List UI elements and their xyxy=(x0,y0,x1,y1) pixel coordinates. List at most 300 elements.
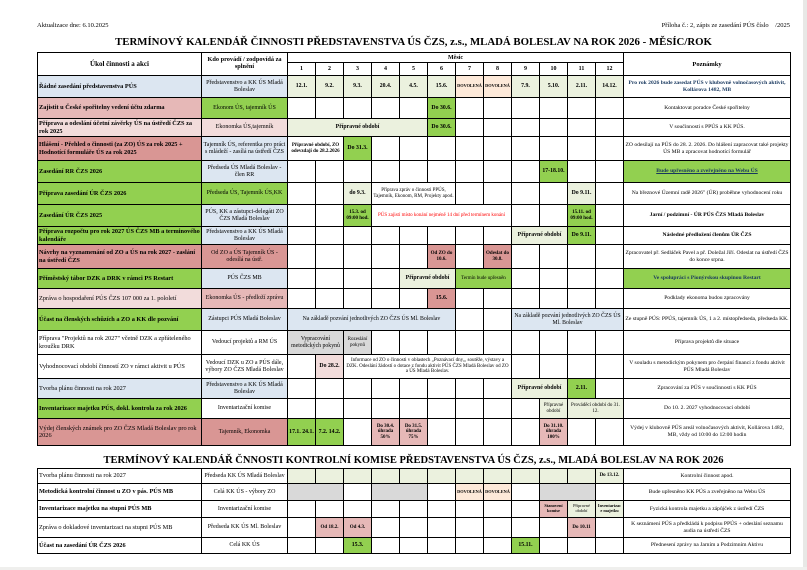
pus-calendar-title: TERMÍNOVÝ KALENDÁŘ ČINNOSTI PŘEDSTAVENSTVA ÚS ČZS, z.s., MLADÁ BOLESLAV NA ROK 2026 - MĚSÍC/ROK xyxy=(115,36,712,48)
month-cell xyxy=(456,419,484,446)
month-cell xyxy=(456,379,484,399)
month-cell xyxy=(372,245,400,269)
month-cell xyxy=(540,518,568,538)
month-cell xyxy=(540,484,596,501)
who-cell: Tajemník, Ekonomka xyxy=(202,419,288,446)
task-cell: Příprava a odeslání účetní závěrky ÚS na ústředí ČZS za rok 2025 xyxy=(38,119,202,137)
month-cell xyxy=(596,137,624,161)
month-cell: Od 18.2. xyxy=(316,518,344,538)
month-cell xyxy=(428,469,456,484)
month-number: 6 xyxy=(428,63,456,76)
month-cell: DOVOLENÁ xyxy=(456,484,484,501)
month-cell xyxy=(288,227,316,245)
month-cell xyxy=(428,419,456,446)
month-cell xyxy=(428,331,456,355)
month-cell: DOVOLENÁ xyxy=(484,76,512,98)
note-cell: Kontrolní činnost apod. xyxy=(624,469,791,484)
month-cell xyxy=(400,501,428,518)
note-cell: Bude upřesněno KK PÚS a zveřejněno na Webu ÚS xyxy=(624,484,791,501)
month-cell xyxy=(316,161,344,183)
month-cell xyxy=(484,331,512,355)
month-cell xyxy=(288,379,316,399)
month-cell xyxy=(372,538,400,554)
month-cell xyxy=(316,289,344,309)
who-cell: Ekonomka ÚS,tajemník xyxy=(202,119,288,137)
who-cell: Předseda ÚS Mladá Boleslav - člen RR xyxy=(202,161,288,183)
month-cell xyxy=(288,399,316,419)
month-cell xyxy=(456,119,484,137)
month-cell xyxy=(288,469,316,484)
month-cell xyxy=(512,484,540,501)
month-cell xyxy=(456,309,484,331)
month-cell xyxy=(288,98,316,119)
month-cell: Na základě pozvání jednotlivých ZO ČZS ÚS Ml. Boleslav xyxy=(512,309,624,331)
note-cell: Bude upřesněno a zveřejněno na Webu ÚS xyxy=(624,161,791,183)
month-cell: Do 31.5. úhrada 75% xyxy=(400,419,428,446)
month-cell xyxy=(428,137,456,161)
month-cell: 15.11. xyxy=(512,538,540,554)
scan-edge-right xyxy=(803,0,807,570)
task-cell: Vyhodnocovací období činností ZO v rámci aktivit u PÚS xyxy=(38,355,202,379)
note-cell: Výdej v klubovně PÚS areál volnočasových aktivit, Kollárova 1482, MB, vždy od 10:00 do 12:00 hodin xyxy=(624,419,791,446)
who-cell: Předseda KK ÚS Ml. Boleslav xyxy=(202,518,288,538)
note-cell: V souladu s metodickým pokynem pro čerpání financí z fondu aktivit PÚS Mladá Boleslav xyxy=(624,355,791,379)
month-cell xyxy=(596,227,624,245)
month-cell xyxy=(568,469,596,484)
who-cell: Předseda KK ÚS Mladá Boleslav xyxy=(202,469,288,484)
task-cell: Zasedání ÚR ČZS 2025 xyxy=(38,205,202,227)
month-number: 12 xyxy=(596,63,624,76)
table-row xyxy=(38,355,791,379)
month-cell xyxy=(484,161,512,183)
month-cell xyxy=(568,119,596,137)
month-cell: Od 4.3. xyxy=(344,518,372,538)
note-cell: Podklady ekonoma budou zpracovány xyxy=(624,289,791,309)
month-cell xyxy=(372,501,400,518)
month-cell: 15.6. xyxy=(428,289,456,309)
task-cell: Výdej členských známek pro ZO ČZS Mladá Boleslav pro rok 2026 xyxy=(38,419,202,446)
month-cell xyxy=(456,98,484,119)
month-cell xyxy=(484,137,512,161)
month-cell xyxy=(568,355,596,379)
month-cell xyxy=(428,227,456,245)
table-row xyxy=(38,501,791,518)
month-cell xyxy=(372,137,400,161)
month-number: 11 xyxy=(568,63,596,76)
month-cell xyxy=(596,331,624,355)
month-cell: Do 30.6. xyxy=(428,119,456,137)
table-row xyxy=(38,245,791,269)
note-cell: Na březnové Územní radě 2026" (ÚR) proběhne vyhodnocení roku xyxy=(624,183,791,205)
month-cell xyxy=(428,379,456,399)
month-cell: Do 9.11. xyxy=(568,183,596,205)
month-cell xyxy=(596,119,624,137)
month-cell xyxy=(344,161,372,183)
month-cell xyxy=(372,331,400,355)
month-cell xyxy=(344,379,372,399)
who-cell: Představenstvo a KK ÚS Mladá Boleslav xyxy=(202,76,288,98)
month-cell: Prováděcí období do 31. 12. xyxy=(568,399,624,419)
month-cell xyxy=(456,501,484,518)
month-cell: Od ZO do 10.6. xyxy=(428,245,456,269)
month-cell xyxy=(456,518,484,538)
month-cell: DOVOLENÁ xyxy=(456,76,484,98)
month-cell: Vypracování metodických pokynů xyxy=(288,331,344,355)
month-cell xyxy=(484,119,512,137)
table-row xyxy=(38,331,791,355)
month-cell xyxy=(400,469,428,484)
month-cell xyxy=(540,538,568,554)
month-cell xyxy=(372,469,400,484)
month-cell: DOVOLENÁ xyxy=(484,484,512,501)
note-cell: K seznámení PÚS a předkládá k podpisu PPÚS + odeslání seznamu audia na ústředí ČZS xyxy=(624,518,791,538)
month-cell xyxy=(596,245,624,269)
task-cell: Zpráva o dokladové inventarizaci na stupni PÚS MB xyxy=(38,518,202,538)
month-cell: Do 31.10. úhrada 100% xyxy=(540,419,568,446)
month-cell xyxy=(400,331,428,355)
col-header-task: Úkol činnosti a akci xyxy=(38,53,202,76)
table-row xyxy=(38,205,791,227)
month-number: 7 xyxy=(456,63,484,76)
task-cell: Účast na členských schůzích a ZO a KK dle pozvání xyxy=(38,309,202,331)
month-cell: Přípravné období xyxy=(568,501,596,518)
task-cell: Metodická kontrolní činnost u ZO v pás. PÚS MB xyxy=(38,484,202,501)
month-cell xyxy=(288,183,316,205)
month-cell xyxy=(372,379,400,399)
task-cell: Tvorba plánu činnosti na rok 2027 xyxy=(38,469,202,484)
task-cell: Tvorba plánu činnosti na rok 2027 xyxy=(38,379,202,399)
who-cell: Představenstvo a KK ÚS Mladá Boleslav xyxy=(202,379,288,399)
month-cell: Do 30.6. xyxy=(428,98,456,119)
month-cell xyxy=(316,98,344,119)
month-cell: Inventarizace majetku xyxy=(596,501,624,518)
table-row xyxy=(38,76,791,98)
kk-calendar-title: TERMÍNOVÝ KALENDÁŘ ČNNOSTI KONTROLNÍ KOMISE PŘEDSTAVENSTVA ÚS ČZS, z.s., MLADÁ BOLESLAV NA ROK 2026 xyxy=(103,455,724,466)
month-cell xyxy=(344,501,372,518)
month-cell xyxy=(568,538,596,554)
table-row xyxy=(38,183,791,205)
month-cell xyxy=(512,98,540,119)
month-cell xyxy=(596,205,624,227)
month-cell xyxy=(512,399,540,419)
month-cell xyxy=(484,538,512,554)
month-cell: do 9.3. xyxy=(344,183,372,205)
month-cell xyxy=(540,137,568,161)
month-cell xyxy=(596,98,624,119)
kk-calendar-table xyxy=(37,468,791,554)
note-cell: Příprava projektů dle situace xyxy=(624,331,791,355)
month-cell xyxy=(372,98,400,119)
note-cell: Zpracování za PÚS v součinnosti s KK PÚS xyxy=(624,379,791,399)
month-number: 2 xyxy=(316,63,344,76)
month-cell: Do 13.12. xyxy=(596,469,624,484)
month-cell xyxy=(372,289,400,309)
month-cell xyxy=(512,518,540,538)
attachment-ref: Příloha č.: 2, zápis ze zasedání PÚS číslo /2025 xyxy=(661,22,790,29)
month-cell xyxy=(372,227,400,245)
table-row xyxy=(38,269,791,289)
who-cell: Vedoucí projektů a RM ÚS xyxy=(202,331,288,355)
table-row xyxy=(38,161,791,183)
month-cell: 15.3. od 09:00 hod. xyxy=(344,205,372,227)
task-cell: Inventarizace majetku PÚS, dokl. kontrola za rok 2026 xyxy=(38,399,202,419)
month-cell xyxy=(344,269,372,289)
month-cell xyxy=(596,355,624,379)
month-cell: 14.12. xyxy=(596,76,624,98)
updated-date: Aktualizace dne: 6.10.2025 xyxy=(37,22,109,29)
month-cell xyxy=(344,98,372,119)
month-cell xyxy=(344,469,372,484)
month-cell xyxy=(400,98,428,119)
task-cell: Zasedání RR ČZS 2026 xyxy=(38,161,202,183)
month-cell xyxy=(568,137,596,161)
note-cell: Následné předložení členům ÚR ČZS xyxy=(624,227,791,245)
month-cell xyxy=(344,289,372,309)
month-cell xyxy=(596,269,624,289)
month-cell: Příprava zpráv o činnosti PPÚS, Tajemník, Ekonom, RM, Projekty apod. xyxy=(372,183,456,205)
month-cell xyxy=(512,469,540,484)
task-cell: Příměstský tábor DZK a DRK v rámci PS Restart xyxy=(38,269,202,289)
month-cell xyxy=(484,227,512,245)
table-row xyxy=(38,419,791,446)
month-cell xyxy=(288,484,344,501)
month-cell xyxy=(316,469,344,484)
month-cell xyxy=(540,331,568,355)
month-number: 8 xyxy=(484,63,512,76)
task-cell: Zajistit u České spořitelny vedení účtu zdarma xyxy=(38,98,202,119)
who-cell: Celá KK ÚS - výbory ZO xyxy=(202,484,288,501)
who-cell: Zástupci PÚS Mladá Boleslav xyxy=(202,309,288,331)
month-cell xyxy=(540,269,568,289)
table-row xyxy=(38,137,791,161)
month-cell xyxy=(484,98,512,119)
month-cell xyxy=(540,183,568,205)
month-cell xyxy=(456,399,484,419)
month-cell xyxy=(512,289,540,309)
month-cell: Do 31.3. xyxy=(344,137,372,161)
month-cell xyxy=(372,399,400,419)
month-cell: 15.11. od 09:00 hod. xyxy=(568,205,596,227)
month-cell xyxy=(568,289,596,309)
note-cell: Zpracovatel př. Sedláček Pavel a př. Doležal Jiří. Odeslat na ústředí ČZS do konce srpna. xyxy=(624,245,791,269)
month-number: 4 xyxy=(372,63,400,76)
month-cell xyxy=(540,245,568,269)
month-cell xyxy=(512,205,540,227)
month-cell xyxy=(512,119,540,137)
month-cell xyxy=(400,137,428,161)
month-cell: Přípravné období xyxy=(512,227,568,245)
month-cell: Do 10.11 xyxy=(568,518,596,538)
pus-calendar-table xyxy=(37,52,791,446)
month-cell xyxy=(316,183,344,205)
month-cell: 9.3. xyxy=(344,76,372,98)
month-cell xyxy=(288,501,316,518)
task-cell: Příprava "Projektů na rok 2027" včetně DZK a zpřáteleného kroužku DRK xyxy=(38,331,202,355)
month-cell xyxy=(288,269,316,289)
month-cell: 2.11. xyxy=(568,76,596,98)
month-cell xyxy=(512,161,540,183)
month-cell xyxy=(540,355,568,379)
month-cell: 20.4. xyxy=(372,76,400,98)
note-cell: Fyzická kontrola majetku a zápůjček z ústředí ČZS xyxy=(624,501,791,518)
month-cell xyxy=(540,289,568,309)
month-number: 10 xyxy=(540,63,568,76)
table-row xyxy=(38,309,791,331)
month-cell xyxy=(484,183,512,205)
who-cell: PÚS, KK a zástupci-delegáti ZO ČZS Mladá Boleslav xyxy=(202,205,288,227)
month-cell xyxy=(344,484,372,501)
month-cell xyxy=(484,309,512,331)
month-cell xyxy=(540,119,568,137)
month-cell xyxy=(456,289,484,309)
month-cell xyxy=(512,419,540,446)
month-cell: Na základě pozvání jednotlivých ZO ČZS ÚS Ml. Boleslav xyxy=(288,309,456,331)
month-cell xyxy=(456,469,484,484)
col-header-month: Měsíc xyxy=(288,53,624,63)
note-cell: Do 10. 2. 2027 vyhodnocovací období xyxy=(624,399,791,419)
month-cell xyxy=(456,245,484,269)
month-cell: 17-18.10. xyxy=(540,161,568,183)
month-cell xyxy=(456,137,484,161)
topbar xyxy=(0,0,807,29)
month-cell xyxy=(484,379,512,399)
month-cell xyxy=(428,518,456,538)
month-cell xyxy=(512,183,540,205)
table-row xyxy=(38,399,791,419)
task-cell: Příprava zasedání ÚR ČZS 2026 xyxy=(38,183,202,205)
month-cell xyxy=(400,289,428,309)
note-cell: Kontaktovat poradce České spořitelny xyxy=(624,98,791,119)
month-cell: Přípravné období xyxy=(288,119,428,137)
note-cell: Ze stupně PÚS: PPÚS, tajemník ÚS, 1 a 2. místopředseda, předseda KK. xyxy=(624,309,791,331)
month-cell xyxy=(484,518,512,538)
month-number: 5 xyxy=(400,63,428,76)
month-cell: 12.1. xyxy=(288,76,316,98)
month-cell: Informace od ZO o činnosti v oblastech „Poznávací dny,„ soutěže, výstavy a DZK. Odeslání žádostí o dotace z fondu aktivit PÚS ČZS Mladá Boleslav od ZO a ÚS Mladá Boleslav. xyxy=(344,355,512,379)
month-cell xyxy=(596,379,624,399)
task-cell: Návrhy na vyznamenání od ZO a ÚS na rok 2027 - zaslání na ústředí ČZS xyxy=(38,245,202,269)
who-cell: Vedoucí DZK u ZO a PÚS dále, výbory ZO ČZS Mladá Boleslav xyxy=(202,355,288,379)
month-cell: Přípravné období, ZO odevzdají do 28.2.2026 xyxy=(288,137,344,161)
month-cell xyxy=(344,399,372,419)
month-cell xyxy=(456,331,484,355)
month-cell xyxy=(288,289,316,309)
month-cell xyxy=(400,518,428,538)
month-cell xyxy=(512,331,540,355)
month-cell xyxy=(596,484,624,501)
month-cell xyxy=(372,484,428,501)
month-cell xyxy=(316,227,344,245)
month-cell: 7.2. 14.2. xyxy=(316,419,344,446)
month-cell xyxy=(596,538,624,554)
month-cell xyxy=(540,469,568,484)
task-cell: Příprava rozpočtu pro rok 2027 ÚS ČZS MB a terminového kalendáře xyxy=(39,228,200,243)
note-cell: Jarní / podzimní - ÚR PÚS ČZS Mladá Boleslav xyxy=(624,205,791,227)
month-cell: Do 28.2. xyxy=(316,355,344,379)
month-cell xyxy=(568,419,596,446)
month-cell xyxy=(316,269,344,289)
month-number: 1 xyxy=(288,63,316,76)
month-cell: 15.3. xyxy=(344,538,372,554)
month-cell xyxy=(372,269,400,289)
table-row xyxy=(38,484,791,501)
table-row xyxy=(38,518,791,538)
month-cell: Do 9.11. xyxy=(568,227,596,245)
note-cell: Ve spolupráci s Pionýrskou skupinou Restart xyxy=(624,269,791,289)
month-cell xyxy=(316,245,344,269)
who-cell: Od ZO a ÚS Tajemník ÚS - odesílá na ústř. xyxy=(202,245,288,269)
task-cell: Zpráva o hospodaření PÚS ČZS 107 000 za 1. pololetí xyxy=(38,289,202,309)
month-cell xyxy=(540,205,568,227)
month-cell: 5.10. xyxy=(540,76,568,98)
month-cell xyxy=(568,98,596,119)
task-cell: Řádné zasedání představenstva PÚS xyxy=(38,76,202,98)
month-cell xyxy=(288,245,316,269)
table-row xyxy=(38,119,791,137)
month-cell xyxy=(344,419,372,446)
who-cell: Předseda ÚS, Tajemník ÚS,KK xyxy=(202,183,288,205)
table-row xyxy=(38,289,791,309)
month-cell: Přípravné období xyxy=(400,269,456,289)
month-cell xyxy=(288,205,316,227)
month-cell: 2.11. xyxy=(568,379,596,399)
month-cell: Přípravné období xyxy=(512,379,568,399)
month-cell xyxy=(372,161,400,183)
month-cell: 17.1. 24.1. xyxy=(288,419,316,446)
month-cell xyxy=(428,538,456,554)
who-cell: Inventarizační komise xyxy=(202,501,288,518)
month-cell xyxy=(596,161,624,183)
month-cell xyxy=(456,183,484,205)
month-cell: Rozeslání pokynů xyxy=(344,331,372,355)
month-cell xyxy=(568,331,596,355)
month-cell: 15.6. xyxy=(428,76,456,98)
task-cell: Hlášení - Přehled o činnosti (za ZO) ÚS za rok 2025 + Hodnotící formuláře ÚS za rok 2025 xyxy=(38,137,202,161)
month-cell xyxy=(484,289,512,309)
month-cell xyxy=(484,419,512,446)
month-cell xyxy=(540,98,568,119)
month-cell xyxy=(316,205,344,227)
table-row xyxy=(38,538,791,554)
month-cell xyxy=(484,501,512,518)
month-number: 9 xyxy=(512,63,540,76)
month-cell xyxy=(288,538,316,554)
month-cell: Přípravné období xyxy=(540,399,568,419)
table-row xyxy=(38,379,791,399)
month-cell xyxy=(316,501,344,518)
month-cell xyxy=(484,399,512,419)
who-cell: Celá KK ÚS xyxy=(202,538,288,554)
task-cell: Účast na zasedání ÚR ČZS 2026 xyxy=(38,538,202,554)
month-cell xyxy=(568,161,596,183)
month-cell: PÚS zajistí místo konání nejméně 14 dní před termínem konání xyxy=(372,205,512,227)
col-header-who: Kdo provádí / zodpovídá za splnění xyxy=(202,53,288,76)
table-row xyxy=(38,469,791,484)
month-cell xyxy=(428,484,456,501)
month-cell xyxy=(372,518,400,538)
note-cell: Pro rok 2026 bude zasedat PÚS v klubovně volnočasových aktivit, Kollárova 1482, MB xyxy=(624,76,791,98)
month-cell: Odeslat do 30.8. xyxy=(484,245,512,269)
month-cell xyxy=(512,355,540,379)
month-cell xyxy=(596,183,624,205)
month-cell: 9.2. xyxy=(316,76,344,98)
month-cell xyxy=(428,161,456,183)
who-cell: Inventarizační komise xyxy=(202,399,288,419)
month-cell xyxy=(512,501,540,518)
month-cell xyxy=(428,399,456,419)
month-cell xyxy=(400,379,428,399)
month-cell xyxy=(484,469,512,484)
